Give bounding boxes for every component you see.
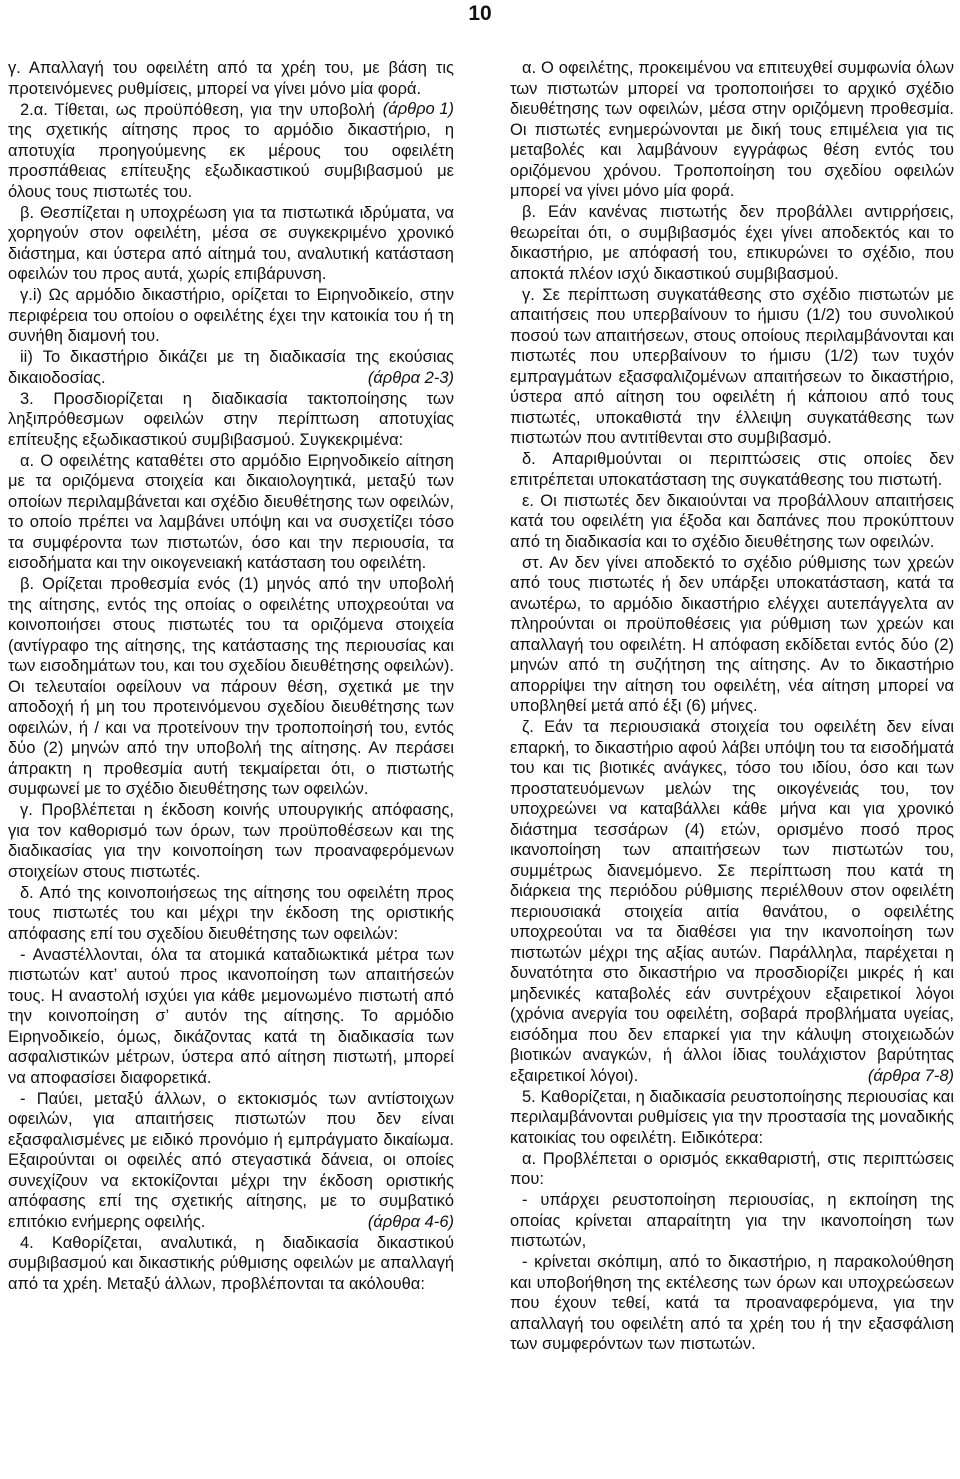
paragraph: δ. Από της κοινοποιήσεως της αίτησης του οφειλέτη προς τους πιστωτές του και μέχρι την έκδοση της οριστικής απόφασης επί του σχεδίου διευθέτησης των οφειλών: [8, 883, 454, 943]
paragraph: α. Προβλέπεται ο ορισμός εκκαθαριστή, στις περιπτώσεις που: [510, 1149, 954, 1188]
right-column [510, 58, 954, 1355]
paragraph: - υπάρχει ρευστοποίηση περιουσίας, η εκποίηση της οποίας κρίνεται απαραίτητη για την ικανοποίηση των πιστωτών, [510, 1191, 954, 1250]
paragraph: α. Ο οφειλέτης, προκειμένου να επιτευχθεί συμφωνία όλων των πιστωτών μπορεί να τροποποιήσει το αρχικό σχέδιο διευθέτησης των οφειλών, μέσα στην οριζόμενη προθεσμία. Οι πιστωτές ενημερώνονται με δική τους επιμέλεια για τις μεταβολές και λαμβάνουν εγγράφως θέση εντός του οριζόμενου χρόνου. Τροποποίηση του σχεδίου οφειλών μπορεί να γίνει μόνο μία φορά. [510, 59, 954, 200]
paragraph-text: - Παύει, μεταξύ άλλων, ο εκτοκισμός των αντίστοιχων οφειλών, για απαιτήσεις πιστωτών που δεν είναι εξασφαλισμένες με ειδικό προνόμιο ή εμπράγματο δικαίωμα. Εξαιρούνται οι οφειλές από στεγαστικά δάνεια, οι οποίες συνεχίζουν να εκτοκίζονται μέχρι την έκδοση οριστικής απόφασης επί της σχετικής αίτησης, με το συμβατικό επιτόκιο ενήμερης οφειλής. [8, 1089, 454, 1231]
paragraph: α. Ο οφειλέτης καταθέτει στο αρμόδιο Ειρηνοδικείο αίτηση με τα οριζόμενα στοιχεία και δικαιολογητικά, μεταξύ των οποίων περιλαμβάνεται και σχέδιο διευθέτησης των οφειλών, το οποίο πρέπει να λαμβάνει υπόψη και να συσχετίζει τόσο τα συμφέροντα των πιστωτών, όσο και την περιουσία, τα εισοδήματα και την οικογενειακή κατάσταση του οφειλέτη. [8, 451, 454, 572]
paragraph [8, 58, 454, 118]
paragraph-text: γ. Απαλλαγή του οφειλέτη από τα χρέη του, με βάση τις προτεινόμενες ρυθμίσεις, μπορεί να γίνει μόνο μία φορά. [8, 59, 454, 98]
paragraph [510, 717, 954, 1086]
paragraph [8, 347, 454, 388]
paragraph: β. Θεσπίζεται η υποχρέωση για τα πιστωτικά ιδρύματα, να χορηγούν στον οφειλέτη, μέσα σε συγκεκριμένο χρονικό διάστημα, και ύστερα από αίτημά του, αναλυτική κατάσταση οφειλών του προς αυτά, χωρίς επιβάρυνση. [8, 203, 454, 283]
article-reference: (άρθρα 7-8) [867, 1066, 954, 1085]
paragraph: - κρίνεται σκόπιμη, από το δικαστήριο, η παρακολούθηση και υποβοήθηση της εκτέλεσης των όρων και υποχρεώσεων που έχουν τεθεί, κατά τα προαναφερόμενα, για την απαλλαγή του οφειλέτη από τα χρέη του ή την εξασφάλιση των συμφερόντων των πιστωτών. [510, 1253, 954, 1353]
paragraph: ε. Οι πιστωτές δεν δικαιούνται να προβάλλουν απαιτήσεις κατά του οφειλέτη για έξοδα και δαπάνες που προκύπτουν από τη διαδικασία και το σχέδιο διευθέτησης των οφειλών. [510, 491, 954, 551]
paragraph: γ. Σε περίπτωση συγκατάθεσης στο σχέδιο πιστωτών με απαιτήσεις που υπερβαίνουν το ήμισυ (1/2) του συνολικού ποσού των απαιτήσεων, στους οποίους περιλαμβάνονται και πιστωτές που υπερβαίνουν το ήμισυ (1/2) των τυχόν εμπραγμάτων εξασφαλιζομένων απαιτήσεων το δικαστήριο, ύστερα από αίτηση του οφειλέτη ή κάποιου από τους πιστωτές, υποκαθιστά την έλλειψη συγκατάθεσης των πιστωτών που αντιτίθενται στο συμβιβασμό. [510, 285, 954, 447]
paragraph-text: ζ. Εάν τα περιουσιακά στοιχεία του οφειλέτη δεν είναι επαρκή, το δικαστήριο αφού λάβει υπόψη του τα εισοδήματά του και τις βιοτικές ανάγκες, τόσο του ιδίου, όσο και των προστατευόμενων μελών της οικογένειάς του, τον υποχρεώνει να καταβάλλει κάθε μήνα και για χρονικό διάστημα τεσσάρων (4) ετών, ορισμένο ποσό προς ικανοποίηση των απαιτήσεων των πιστωτών του, συμμέτρως διανεμόμενο. Σε περίπτωση που κατά τη διάρκεια της περιόδου ρύθμισης περιέλθουν στον οφειλέτη περιουσιακά στοιχεία αιτία θανάτου, ο οφειλέτης υποχρεούται να τα διαθέσει για την ικανοποίηση των πιστωτών μέχρι της αξίας αυτών. Παράλληλα, παρέχεται η δυνατότητα στο δικαστήριο να προσδιορίζει μικρές ή και μηδενικές καταβολές εάν συντρέχουν εξαιρετικοί λόγοι (χρόνια ανεργία του οφειλέτη, σοβαρά προβλήματα υγείας, εισόδημα που δεν επαρκεί για την κάλυψη στοιχειωδών βιοτικών αναγκών, ή άλλοι ίδιας τουλάχιστον βαρύτητας εξαιρετικοί λόγοι). [510, 718, 954, 1085]
paragraph: 5. Καθορίζεται, η διαδικασία ρευστοποίησης περιουσίας και περιλαμβάνονται ρυθμίσεις για την προστασία της μοναδικής κατοικίας του οφειλέτη. Ειδικότερα: [510, 1087, 954, 1147]
article-reference: (άρθρο 1) [382, 100, 454, 118]
paragraph [8, 1089, 454, 1233]
article-reference: (άρθρα 4-6) [367, 1212, 454, 1231]
paragraph: 2.α. Τίθεται, ως προϋπόθεση, για την υποβολή της σχετικής αίτησης προς το αρμόδιο δικαστήριο, η αποτυχία προηγούμενης εκ μέρους του οφειλέτη προσπάθειας επίτευξης εξωδικαστικού συμβιβασμού με όλους τους πιστωτές του. [8, 100, 454, 201]
paragraph: δ. Απαριθμούνται οι περιπτώσεις στις οποίες δεν επιτρέπεται υποκατάσταση της συγκατάθεσης του πιστωτή. [510, 450, 954, 489]
page-number: 10 [468, 2, 492, 25]
paragraph: 4. Καθορίζεται, αναλυτικά, η διαδικασία δικαστικού συμβιβασμού και δικαστικής ρύθμισης οφειλών με απαλλαγή από τα χρέη. Μεταξύ άλλων, προβλέπονται τα ακόλουθα: [8, 1233, 454, 1293]
paragraph: β. Εάν κανένας πιστωτής δεν προβάλλει αντιρρήσεις, θεωρείται ότι, ο συμβιβασμός έχει γίνει αποδεκτός και το δικαστήριο, με απόφασή του, επικυρώνει το σχέδιο, που αποκτά πλέον ισχύ δικαστικού συμβιβασμού. [510, 203, 954, 283]
paragraph: γ.i) Ως αρμόδιο δικαστήριο, ορίζεται το Ειρηνοδικείο, στην περιφέρεια του οποίου ο οφειλέτης έχει την κατοικία του ή τη συνήθη διαμονή του. [8, 286, 454, 345]
paragraph: β. Ορίζεται προθεσμία ενός (1) μηνός από την υποβολή της αίτησης, εντός της οποίας ο οφειλέτης υποχρεούται να κοινοποιήσει στους πιστωτές του τα οριζόμενα στοιχεία (αντίγραφο της αίτησης, της κατάστασης της περιουσίας και των εισοδημάτων του, και του σχεδίου διευθέτησης οφειλών). Οι τελευταίοι οφείλουν να πάρουν θέση, σχετικά με την αποδοχή ή μη του προτεινόμενου σχεδίου διευθέτησης των οφειλών, ή / και να προτείνουν την τροποποίησή του, εντός δύο (2) μηνών από την υποβολή της αίτησης. Αν περάσει άπρακτη η προθεσμία αυτή τεκμαίρεται ότι, ο πιστωτής συμφωνεί με το σχέδιο διευθέτησης των οφειλών. [8, 575, 454, 798]
paragraph: γ. Προβλέπεται η έκδοση κοινής υπουργικής απόφασης, για τον καθορισμό των όρων, των προϋποθέσεων και της διαδικασίας για την κοινοποίηση των προαναφερόμενων στοιχείων στους πιστωτές. [8, 801, 454, 881]
paragraph: στ. Αν δεν γίνει αποδεκτό το σχέδιο ρύθμισης των χρεών από τους πιστωτές ή δεν υπάρξει υποκατάσταση, κατά τα ανωτέρω, το αρμόδιο δικαστήριο ελέγχει αυτεπάγγελτα αν πληρούνται οι προϋποθέσεις για ρύθμιση των χρεών και απαλλαγή του οφειλέτη. Η απόφαση εκδίδεται εντός δύο (2) μηνών από τη συζήτηση της αίτησης. Αν το δικαστήριο απορρίψει την αίτηση του οφειλέτη, νέα αίτηση μπορεί να υποβληθεί μετά από έξι (6) μήνες. [510, 553, 954, 715]
paragraph-text: ii) Το δικαστήριο δικάζει με τη διαδικασία της εκούσιας δικαιοδοσίας. [8, 348, 454, 387]
article-reference: (άρθρα 2-3) [367, 368, 454, 387]
left-column [8, 58, 454, 1294]
paragraph: - Αναστέλλονται, όλα τα ατομικά καταδιωκτικά μέτρα των πιστωτών κατ’ αυτού προς ικανοποίηση των απαιτήσεών τους. Η αναστολή ισχύει για κάθε μεμονωμένο πιστωτή από την κοινοποίηση σ’ αυτόν της αίτησης. Το αρμόδιο Ειρηνοδικείο, όμως, δικάζοντας κατά τη διαδικασία των ασφαλιστικών μέτρων, ύστερα από αίτηση πιστωτή, μπορεί να αποφασίσει διαφορετικά. [8, 945, 454, 1087]
paragraph: 3. Προσδιορίζεται η διαδικασία τακτοποίησης των ληξιπρόθεσμων οφειλών στην περίπτωση αποτυχίας επίτευξης εξωδικαστικού συμβιβασμού. Συγκεκριμένα: [8, 389, 454, 449]
